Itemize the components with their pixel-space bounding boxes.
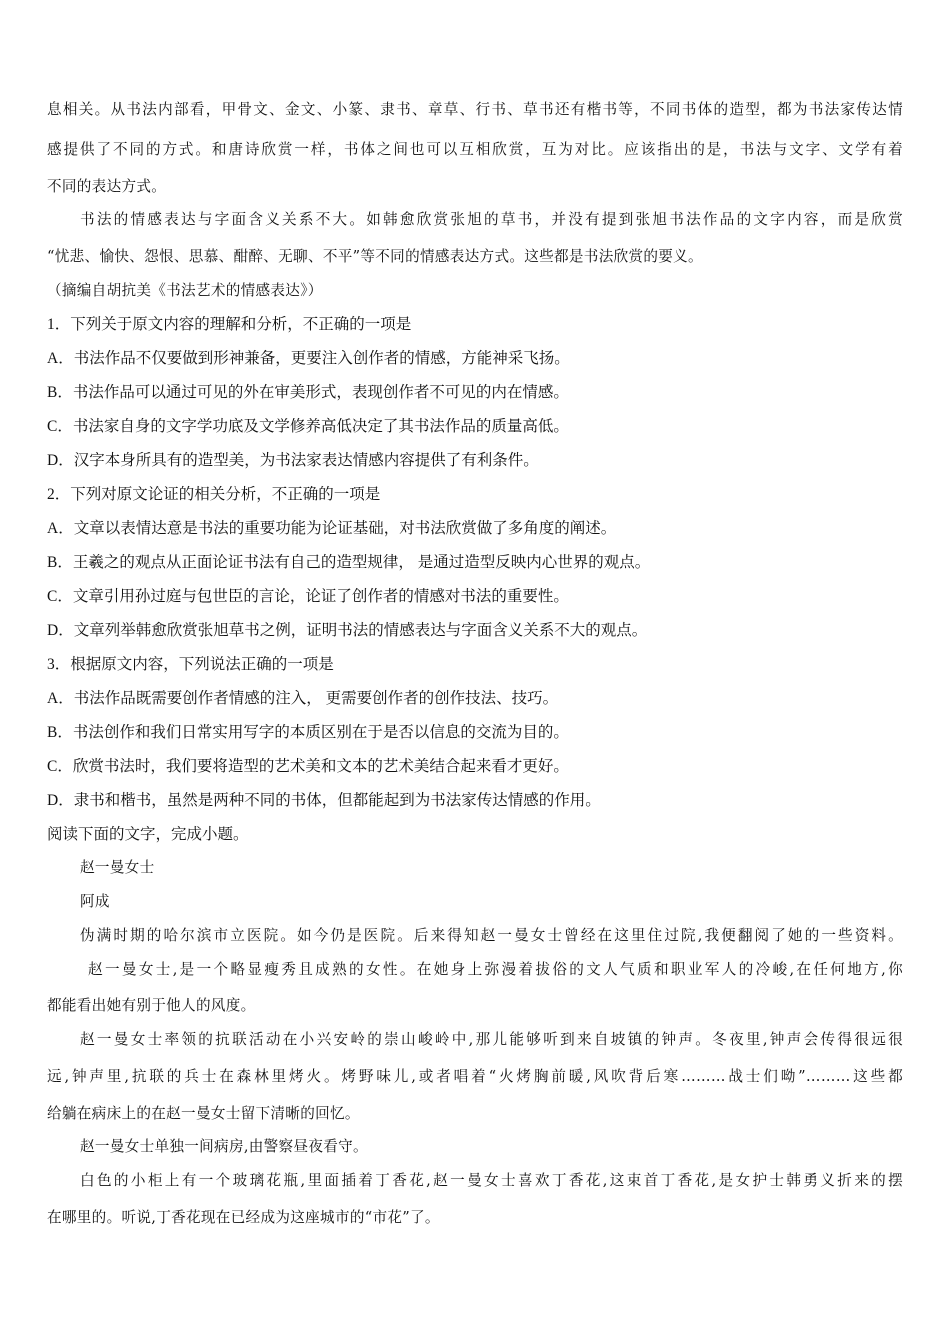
essay-line-1: 息相关。从书法内部看，甲骨文、金文、小篆、隶书、章草、行书、草书还有楷书等，不同书体的造型，都为书法家传达情 [47,101,903,118]
question-2-option-a: A．文章以表情达意是书法的重要功能为论证基础，对书法欣赏做了多角度的阐述。 [47,520,617,537]
question-2-option-b: B．王羲之的观点从正面论证书法有自己的造型规律， 是通过造型反映内心世界的观点。 [47,554,651,571]
essay-line-2: 感提供了不同的方式。和唐诗欣赏一样，书体之间也可以互相欣赏，互为对比。应该指出的是，书法与文字、文学有着 [47,141,903,158]
story-line-4: 赵一曼女士率领的抗联活动在小兴安岭的崇山峻岭中,那儿能够听到来自坡镇的钟声。冬夜里,钟声会传得很远很 [80,1031,903,1048]
question-3-option-b: B．书法创作和我们日常实用写字的本质区别在于是否以信息的交流为目的。 [47,724,569,741]
essay-line-5: “忧悲、愉快、怨恨、思慕、酣醉、无聊、不平”等不同的情感表达方式。这些都是书法欣赏的要义。 [47,248,703,265]
story-line-5: 远,钟声里,抗联的兵士在森林里烤火。烤野味儿,或者唱着“火烤胸前暖,风吹背后寒………战士们呦”………这些都 [47,1068,903,1085]
story-line-6: 给躺在病床上的在赵一曼女士留下清晰的回忆。 [47,1105,360,1122]
reading-prompt: 阅读下面的文字，完成小题。 [47,826,249,843]
question-1-option-a: A．书法作品不仅要做到形神兼备，更要注入创作者的情感，方能神采飞扬。 [47,350,570,367]
question-3-option-c: C．欣赏书法时，我们要将造型的艺术美和文本的艺术美结合起来看才更好。 [47,758,569,775]
essay-line-4: 书法的情感表达与字面含义关系不大。如韩愈欣赏张旭的草书，并没有提到张旭书法作品的文字内容，而是欣赏 [80,211,903,228]
story-line-8: 白色的小柜上有一个玻璃花瓶,里面插着丁香花,赵一曼女士喜欢丁香花,这束首丁香花,是女护士韩勇义折来的摆 [80,1172,903,1189]
question-3-stem: 3．根据原文内容，下列说法正确的一项是 [47,656,334,673]
essay-line-3: 不同的表达方式。 [47,178,167,195]
question-3-option-d: D．隶书和楷书，虽然是两种不同的书体，但都能起到为书法家传达情感的作用。 [47,792,601,809]
story-line-2: 赵一曼女士,是一个略显瘦秀且成熟的女性。在她身上弥漫着拔俗的文人气质和职业军人的冷峻,在任何地方,你 [88,961,903,978]
story-author: 阿成 [80,893,110,910]
source-citation: （摘编自胡抗美《书法艺术的情感表达》） [47,282,323,299]
question-1-option-b: B．书法作品可以通过可见的外在审美形式，表现创作者不可见的内在情感。 [47,384,569,401]
story-line-9: 在哪里的。听说,丁香花现在已经成为这座城市的“市花”了。 [47,1209,440,1226]
story-title: 赵一曼女士 [80,859,155,876]
question-3-option-a: A．书法作品既需要创作者情感的注入， 更需要创作者的创作技法、技巧。 [47,690,559,707]
question-2-stem: 2．下列对原文论证的相关分析，不正确的一项是 [47,486,381,503]
question-1-stem: 1．下列关于原文内容的理解和分析，不正确的一项是 [47,316,412,333]
story-line-1: 伪满时期的哈尔滨市立医院。如今仍是医院。后来得知赵一曼女士曾经在这里住过院,我便翻阅了她的一些资料。 [80,927,903,944]
story-line-7: 赵一曼女士单独一间病房,由警察昼夜看守。 [80,1138,368,1155]
question-1-option-c: C．书法家自身的文字学功底及文学修养高低决定了其书法作品的质量高低。 [47,418,569,435]
question-2-option-d: D．文章列举韩愈欣赏张旭草书之例，证明书法的情感表达与字面含义关系不大的观点。 [47,622,648,639]
question-2-option-c: C．文章引用孙过庭与包世臣的言论，论证了创作者的情感对书法的重要性。 [47,588,569,605]
question-1-option-d: D．汉字本身所具有的造型美，为书法家表达情感内容提供了有利条件。 [47,452,539,469]
story-line-3: 都能看出她有别于他人的风度。 [47,997,256,1014]
